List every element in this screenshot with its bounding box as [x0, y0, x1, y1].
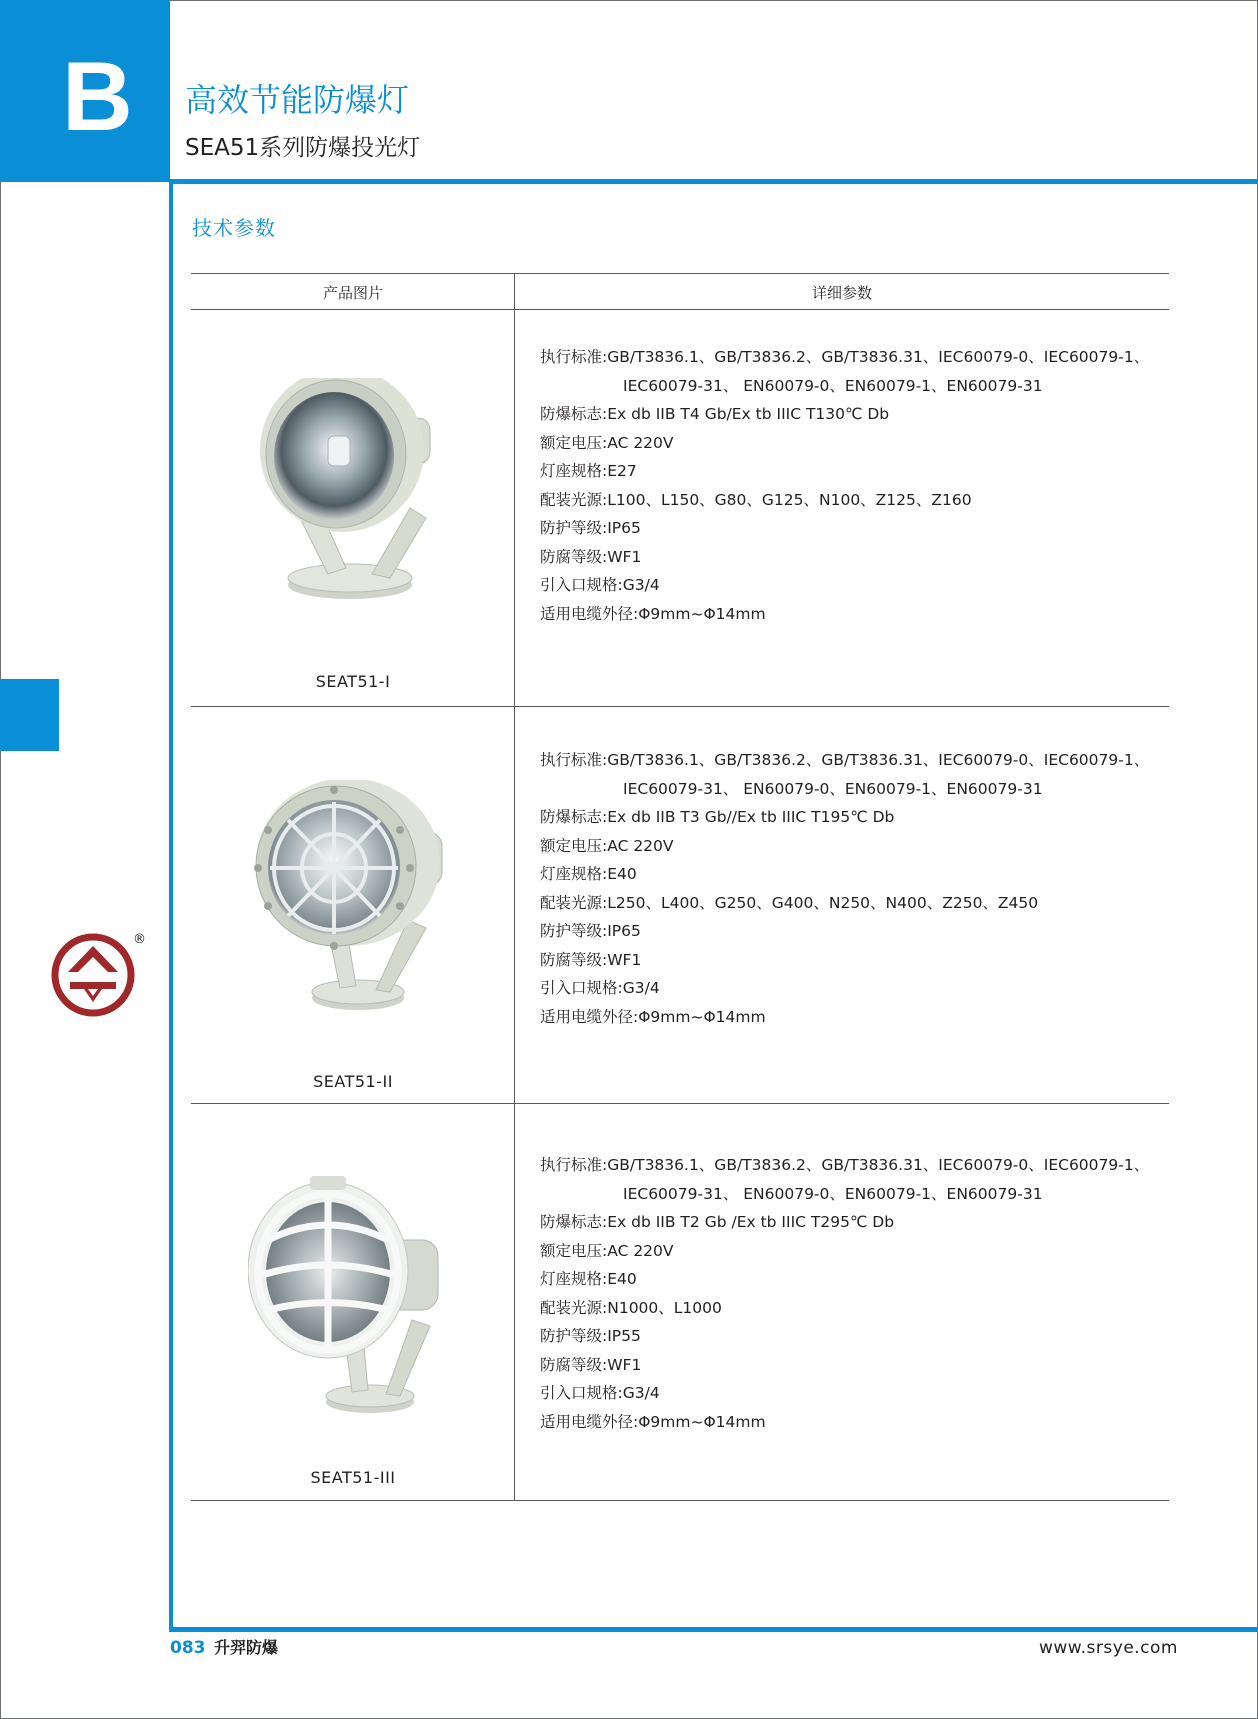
spec-row: [540, 486, 1160, 515]
spec-row: [540, 832, 1160, 861]
spec-label: 适用电缆外径:: [540, 1007, 639, 1026]
spec-value: GB/T3836.1、GB/T3836.2、GB/T3836.31、IEC60079-0、IEC60079-1、: [607, 1156, 1150, 1174]
section-letter: B: [62, 41, 133, 151]
spec-label: 引入口规格:: [540, 576, 623, 594]
spec-list-seat51-i: [540, 343, 1160, 628]
spec-value: E40: [607, 865, 637, 883]
spec-label: 引入口规格:: [540, 979, 623, 997]
spec-label: 灯座规格:: [540, 462, 608, 480]
spec-row: [540, 1351, 1160, 1380]
spec-value: L100、L150、G80、G125、N100、Z125、Z160: [607, 490, 972, 509]
spec-row: [540, 1294, 1160, 1323]
side-thumb-tab: [0, 679, 59, 751]
spec-value-continued: IEC60079-31、 EN60079-0、EN60079-1、EN60079-31: [623, 779, 1043, 798]
spec-row: [540, 1237, 1160, 1266]
product-photo-seat51-iii: [248, 1170, 458, 1420]
spec-value: GB/T3836.1、GB/T3836.2、GB/T3836.31、IEC60079-0、IEC60079-1、: [607, 348, 1150, 366]
spec-label: 配装光源:: [540, 490, 608, 509]
spec-list-seat51-ii: [540, 746, 1160, 1031]
product-model-label: SEAT51-I: [315, 672, 391, 691]
spec-row: [540, 571, 1160, 600]
spec-row: [540, 343, 1160, 372]
spec-label: 防腐等级:: [540, 547, 608, 566]
spec-value: G3/4: [622, 576, 660, 594]
spec-list-seat51-iii: [540, 1151, 1160, 1436]
spec-row: [540, 974, 1160, 1003]
spec-row: [540, 1151, 1160, 1180]
section-tab: [0, 0, 170, 182]
spec-label: 适用电缆外径:: [540, 604, 639, 623]
table-top-border: [191, 273, 1169, 274]
spec-row: [540, 600, 1160, 629]
spec-value-continued: IEC60079-31、 EN60079-0、EN60079-1、EN60079-31: [623, 1184, 1043, 1203]
spec-row: [540, 457, 1160, 486]
spec-row: [540, 803, 1160, 832]
spec-label: 防腐等级:: [540, 1355, 608, 1374]
spec-row: [540, 543, 1160, 572]
company-logo-icon: [50, 932, 136, 1018]
section-heading: 技术参数: [192, 216, 276, 240]
spec-value: G3/4: [622, 1384, 660, 1402]
category-title: 高效节能防爆灯: [185, 81, 410, 119]
spec-value: AC 220V: [607, 836, 674, 855]
spec-label: 防爆标志:: [540, 808, 608, 826]
spec-value: AC 220V: [607, 433, 674, 452]
spec-value: IP65: [607, 519, 641, 537]
spec-value: Ex db IIB T2 Gb /Ex tb IIIC T295℃ Db: [607, 1213, 895, 1231]
spec-label: 额定电压:: [540, 433, 608, 452]
product-photo-seat51-ii: [248, 780, 458, 1015]
spec-label: 防护等级:: [540, 1327, 608, 1345]
spec-value: AC 220V: [607, 1241, 674, 1260]
spec-value: E27: [607, 462, 637, 480]
header-divider: [170, 179, 1258, 184]
spec-row: [540, 514, 1160, 543]
spec-row: [540, 889, 1160, 918]
page-number: 083: [170, 1638, 206, 1658]
spec-label: 防护等级:: [540, 519, 608, 537]
spec-row: [540, 1003, 1160, 1032]
spec-value: GB/T3836.1、GB/T3836.2、GB/T3836.31、IEC60079-0、IEC60079-1、: [607, 751, 1150, 769]
left-margin-rule: [169, 182, 173, 1632]
spec-value: Φ9mm~Φ14mm: [638, 604, 766, 623]
footer-brand: 升羿防爆: [214, 1638, 279, 1657]
spec-value: WF1: [607, 547, 642, 566]
table-column-divider: [514, 273, 515, 1501]
product-model-label: SEAT51-II: [313, 1072, 393, 1091]
spec-value: L250、L400、G250、G400、N250、N400、Z250、Z450: [607, 893, 1039, 912]
spec-value: WF1: [607, 1355, 642, 1374]
spec-label: 防护等级:: [540, 922, 608, 940]
product-photo-seat51-i: [250, 378, 450, 608]
table-header-border: [191, 309, 1169, 310]
product-model-label: SEAT51-III: [310, 1468, 396, 1487]
registered-mark: ®: [133, 932, 146, 947]
spec-row: [540, 1265, 1160, 1294]
spec-value: IP55: [607, 1327, 641, 1345]
spec-label: 配装光源:: [540, 893, 608, 912]
spec-row: [540, 946, 1160, 975]
spec-row: [540, 429, 1160, 458]
column-header-photo: 产品图片: [322, 284, 383, 302]
spec-value: Ex db IIB T3 Gb//Ex tb IIIC T195℃ Db: [607, 808, 895, 826]
spec-label: 灯座规格:: [540, 1270, 608, 1288]
spec-label: 执行标准:: [540, 348, 608, 366]
spec-row: [540, 1408, 1160, 1437]
spec-value-continued: IEC60079-31、 EN60079-0、EN60079-1、EN60079-31: [623, 376, 1043, 395]
spec-row: [540, 917, 1160, 946]
spec-label: 适用电缆外径:: [540, 1412, 639, 1431]
spec-row: [540, 1322, 1160, 1351]
column-header-params: 详细参数: [811, 284, 872, 302]
spec-value: Φ9mm~Φ14mm: [638, 1007, 766, 1026]
series-title: SEA51系列防爆投光灯: [185, 135, 421, 161]
footer-divider: [169, 1627, 1258, 1632]
spec-label: 额定电压:: [540, 836, 608, 855]
spec-label: 执行标准:: [540, 751, 608, 769]
spec-value: Ex db IIB T4 Gb/Ex tb IIIC T130℃ Db: [607, 405, 890, 423]
spec-label: 防爆标志:: [540, 405, 608, 423]
spec-value: N1000、L1000: [607, 1298, 722, 1317]
spec-label: 防爆标志:: [540, 1213, 608, 1231]
spec-label: 配装光源:: [540, 1298, 608, 1317]
spec-row: [540, 400, 1160, 429]
spec-row: [540, 1208, 1160, 1237]
spec-row: [540, 860, 1160, 889]
spec-value: IP65: [607, 922, 641, 940]
spec-label: 执行标准:: [540, 1156, 608, 1174]
spec-value: G3/4: [622, 979, 660, 997]
spec-value: E40: [607, 1270, 637, 1288]
website-link[interactable]: www.srsye.com: [1039, 1638, 1178, 1658]
spec-value: WF1: [607, 950, 642, 969]
table-row-divider: [191, 1103, 1169, 1104]
spec-label: 防腐等级:: [540, 950, 608, 969]
spec-label: 灯座规格:: [540, 865, 608, 883]
spec-label: 引入口规格:: [540, 1384, 623, 1402]
spec-row: [540, 1379, 1160, 1408]
spec-row: [540, 746, 1160, 775]
spec-value: Φ9mm~Φ14mm: [638, 1412, 766, 1431]
table-bottom-border: [191, 1500, 1169, 1501]
table-row-divider: [191, 706, 1169, 707]
spec-label: 额定电压:: [540, 1241, 608, 1260]
